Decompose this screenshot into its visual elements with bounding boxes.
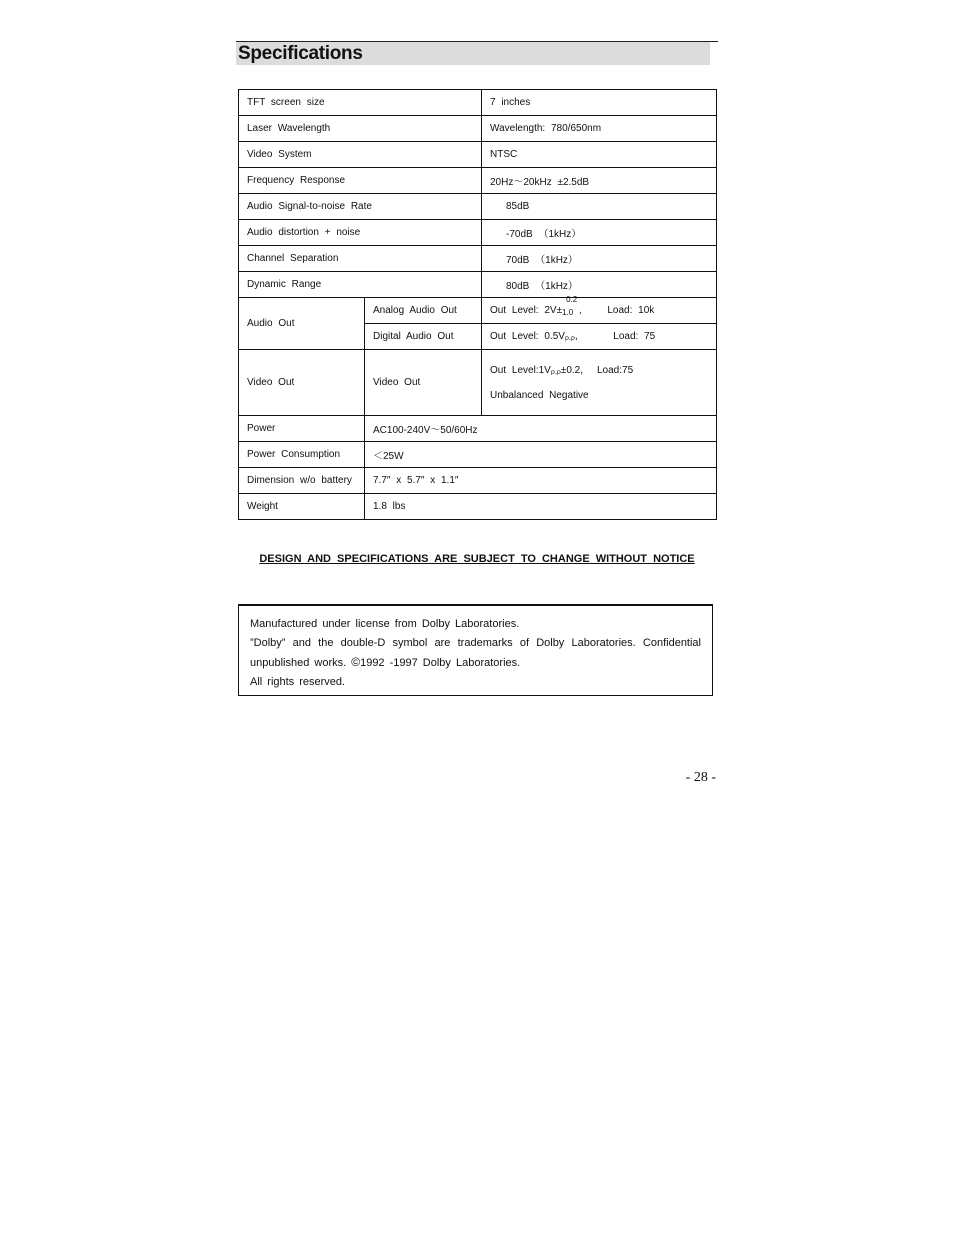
specifications-table: [238, 89, 717, 520]
table-row: [239, 142, 717, 168]
video-out-value: [482, 350, 717, 416]
row-label: Channel Separation: [239, 246, 482, 272]
digital-level-sub: P-P: [564, 336, 575, 343]
table-row: [239, 220, 717, 246]
row-value: 1.8 lbs: [365, 494, 717, 520]
tolerance-upper: 0.2: [566, 294, 578, 304]
row-label: Dimension w/o battery: [239, 468, 365, 494]
digital-audio-out-label: Digital Audio Out: [365, 324, 482, 350]
row-label: Audio Signal-to-noise Rate: [239, 194, 482, 220]
table-row: [239, 442, 717, 468]
table-row: [239, 416, 717, 442]
row-label: Dynamic Range: [239, 272, 482, 298]
video-level-suffix: ±0.2,: [560, 364, 583, 376]
row-label: Power: [239, 416, 365, 442]
dolby-line-3-suffix: 1992 -1997 Dolby Laboratories.: [360, 657, 521, 669]
row-value: -70dB （1kHz）: [482, 220, 717, 246]
row-value: 85dB: [482, 194, 717, 220]
copyright-symbol: ©: [351, 655, 361, 669]
video-out-line1: [490, 360, 716, 385]
dolby-line-3: [250, 653, 701, 673]
video-out-label: Video Out: [239, 350, 365, 416]
row-value: 70dB （1kHz）: [482, 246, 717, 272]
dolby-line-2: ”Dolby” and the double-D symbol are trademarks of Dolby Laboratories. Confidential: [250, 637, 701, 649]
row-label: Weight: [239, 494, 365, 520]
change-notice: DESIGN AND SPECIFICATIONS ARE SUBJECT TO CHANGE WITHOUT NOTICE: [259, 553, 695, 565]
table-row: [239, 90, 717, 116]
table-row: [239, 246, 717, 272]
table-row: [239, 194, 717, 220]
row-value: 7 inches: [482, 90, 717, 116]
table-row: [239, 298, 717, 324]
analog-audio-out-value: [482, 294, 717, 324]
video-load: Load:75: [597, 364, 634, 376]
table-row: [239, 168, 717, 194]
row-value: ＜25W: [365, 442, 717, 468]
tolerance-lower: 1.0: [562, 307, 574, 317]
row-value: Wavelength: 780/650nm: [482, 116, 717, 142]
digital-audio-out-value: [482, 324, 717, 350]
table-row: [239, 116, 717, 142]
row-value: AC100-240V～50/60Hz: [365, 416, 717, 442]
table-row: [239, 468, 717, 494]
analog-level-suffix: ,: [579, 304, 582, 316]
row-label: Video System: [239, 142, 482, 168]
video-out-line2: Unbalanced Negative: [490, 389, 589, 401]
tolerance: [562, 294, 578, 317]
row-value: 7.7″ x 5.7″ x 1.1″: [365, 468, 717, 494]
digital-level-suffix: ,: [574, 330, 578, 342]
row-label: Frequency Response: [239, 168, 482, 194]
row-label: TFT screen size: [239, 90, 482, 116]
dolby-line-4: All rights reserved.: [250, 676, 346, 688]
analog-level: Out Level: 2V±: [490, 304, 563, 316]
row-value: 20Hz～20kHz ±2.5dB: [482, 168, 717, 194]
dolby-line-3-prefix: unpublished works.: [250, 657, 347, 669]
row-label: Laser Wavelength: [239, 116, 482, 142]
audio-out-label: Audio Out: [239, 298, 365, 350]
row-value: 80dB （1kHz）: [482, 272, 717, 298]
digital-level: Out Level: 0.5V: [490, 330, 565, 342]
row-label: Power Consumption: [239, 442, 365, 468]
table-row: [239, 494, 717, 520]
dolby-line-1: Manufactured under license from Dolby Laboratories.: [250, 618, 520, 630]
analog-load: Load: 10k: [607, 304, 655, 316]
page-title: Specifications: [238, 43, 363, 64]
video-out-sub-label: Video Out: [365, 350, 482, 416]
video-level-sub: P-P: [550, 370, 561, 377]
table-row: [239, 350, 717, 416]
video-level: Out Level:1V: [490, 364, 551, 376]
table-row: [239, 272, 717, 298]
row-value: NTSC: [482, 142, 717, 168]
digital-load: Load: 75: [613, 330, 656, 342]
dolby-license-box: [238, 604, 713, 696]
row-label: Audio distortion + noise: [239, 220, 482, 246]
analog-audio-out-label: Analog Audio Out: [365, 298, 482, 324]
page-number: - 28 -: [685, 770, 716, 785]
